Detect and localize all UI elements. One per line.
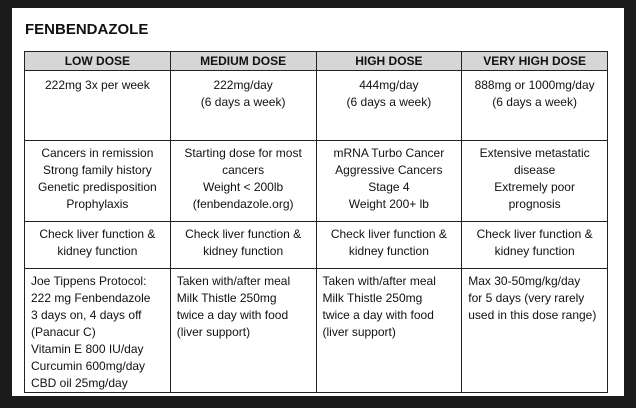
cell-text-line: 222 mg Fenbendazole [31,291,151,305]
dosage-cell [170,71,316,141]
cell-text-line: Check liver function & [185,227,302,241]
notes-cell [25,269,171,393]
cell-text-line: (fenbendazole.org) [192,197,294,211]
notes-cell [170,269,316,393]
cell-text-line: used in this dose range) [468,308,597,322]
column-header-low-dose: LOW DOSE [25,52,171,71]
dosage-row [25,71,608,141]
cell-text-line: Check liver function & [476,227,593,241]
cell-text-line: Strong family history [43,163,152,177]
document-page [12,8,624,396]
cell-text-line: 888mg or 1000mg/day [474,78,595,92]
cell-text-line: Aggressive Cancers [335,163,443,177]
indication-cell [170,141,316,222]
cell-text-line: Joe Tippens Protocol: [31,274,147,288]
cell-text-line: Cancers in remission [41,146,154,160]
cell-text-line: Check liver function & [330,227,447,241]
cell-text-line: (6 days a week) [200,95,286,109]
notes-cell [316,269,462,393]
cell-text-line: Weight 200+ lb [348,197,429,211]
cell-text-line: Milk Thistle 250mg [176,291,277,305]
cell-text-line: Max 30-50mg/kg/day [468,274,581,288]
cell-text-line: Curcumin 600mg/day [31,359,146,373]
column-header-very-high-dose: VERY HIGH DOSE [462,52,608,71]
monitoring-cell [25,222,171,269]
cell-text-line: Check liver function & [39,227,156,241]
monitoring-cell [316,222,462,269]
monitoring-cell [462,222,608,269]
notes-row [25,269,608,393]
cell-text-line: Stage 4 [368,180,410,194]
cell-text-line: twice a day with food [322,308,434,322]
cell-text-line: (liver support) [176,325,251,339]
cell-text-line: 222mg 3x per week [45,78,150,92]
cell-text-line: Weight < 200lb [203,180,284,194]
dosage-cell [316,71,462,141]
cell-text-line: prognosis [508,197,561,211]
cell-text-line: Milk Thistle 250mg [322,291,423,305]
monitoring-row [25,222,608,269]
column-header-high-dose: HIGH DOSE [316,52,462,71]
cell-text-line: CBD oil 25mg/day [31,376,128,390]
cell-text-line: mRNA Turbo Cancer [333,146,445,160]
cell-text-line: twice a day with food [176,308,289,322]
cell-text-line: kidney function [348,244,429,258]
cell-text-line: 444mg/day [359,78,419,92]
cell-text-line: (Panacur C) [31,325,96,339]
cell-text-line: Extensive metastatic [479,146,590,160]
dosage-cell [462,71,608,141]
dose-table [24,51,608,393]
cell-text-line: Starting dose for most [184,146,302,160]
dosage-cell [25,71,171,141]
cell-text-line: Taken with/after meal [322,274,436,288]
cell-text-line: Prophylaxis [66,197,129,211]
indication-row [25,141,608,222]
header-row [25,52,608,71]
cell-text-line: kidney function [203,244,284,258]
indication-cell [316,141,462,222]
cell-text-line: Genetic predisposition [38,180,157,194]
notes-cell [462,269,608,393]
cell-text-line: Taken with/after meal [176,274,291,288]
cell-text-line: kidney function [494,244,575,258]
cell-text-line: for 5 days (very rarely [468,291,585,305]
cell-text-line: Vitamin E 800 IU/day [31,342,144,356]
column-header-medium-dose: MEDIUM DOSE [170,52,316,71]
cell-text-line: (6 days a week) [346,95,432,109]
cell-text-line: 3 days on, 4 days off [31,308,142,322]
indication-cell [25,141,171,222]
cell-text-line: Extremely poor [494,180,575,194]
cell-text-line: kidney function [57,244,138,258]
monitoring-cell [170,222,316,269]
cell-text-line: disease [513,163,556,177]
document-title: FENBENDAZOLE [25,21,149,38]
cell-text-line: 222mg/day [213,78,273,92]
indication-cell [462,141,608,222]
cell-text-line: (6 days a week) [492,95,577,109]
cell-text-line: cancers [222,163,265,177]
cell-text-line: (liver support) [322,325,396,339]
